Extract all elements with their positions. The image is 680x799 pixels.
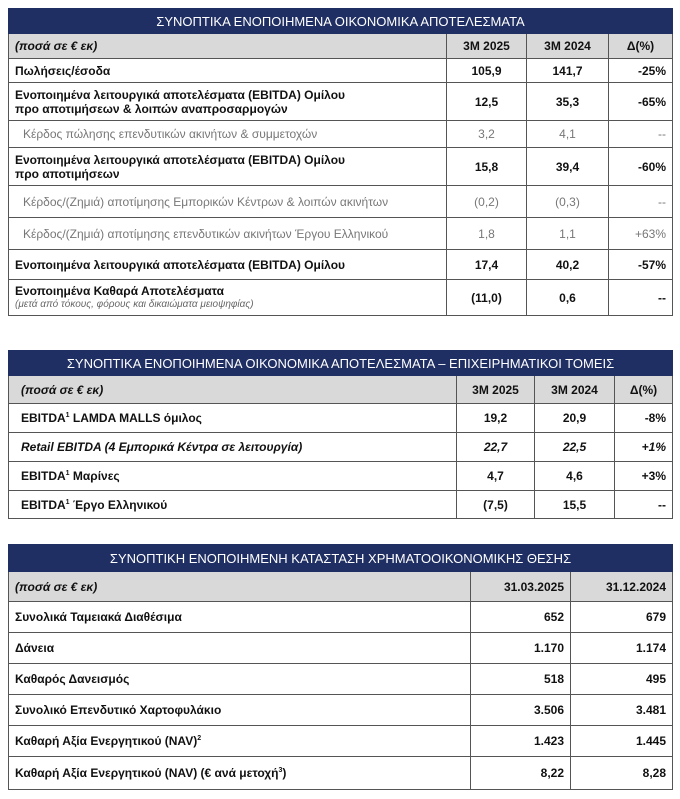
row-value-2024: 22,5 xyxy=(535,433,615,462)
row-delta: -- xyxy=(609,280,673,316)
footnote-ref: 2 xyxy=(197,735,202,742)
table2-title: ΣΥΝΟΠΤΙΚΑ ΕΝΟΠΟΙΗΜΕΝΑ ΟΙΚΟΝΟΜΙΚΑ ΑΠΟΤΕΛΕΣΜΑΤΑ – ΕΠΙΧΕΙΡΗΜΑΤΙΚΟΙ ΤΟΜΕΙΣ xyxy=(9,351,673,376)
table-row xyxy=(9,250,673,280)
table-row xyxy=(9,218,673,250)
table-row xyxy=(9,148,673,186)
table1-header-c3: Δ(%) xyxy=(609,34,673,59)
row-value-2024: 40,2 xyxy=(527,250,609,280)
row-label: Κέρδος/(Ζημιά) αποτίμησης Εμπορικών Κέντρων & λοιπών ακινήτων xyxy=(9,186,447,218)
row-label: Retail EBITDA (4 Εμπορικά Κέντρα σε λειτουργία) xyxy=(9,433,457,462)
row-value-2025: 15,8 xyxy=(447,148,527,186)
row-delta: -- xyxy=(609,186,673,218)
table-row xyxy=(9,59,673,83)
table1-header-c1: 3M 2025 xyxy=(447,34,527,59)
table-row xyxy=(9,602,673,633)
row-value-2024: 8,28 xyxy=(571,757,673,790)
row-label-post: Μαρίνες xyxy=(69,469,120,483)
row-value-2024: 1.174 xyxy=(571,633,673,664)
row-value-2025: 1.423 xyxy=(471,726,571,757)
row-label-line2: προ αποτιμήσεων & λοιπών αναπροσαρμογών xyxy=(15,101,288,116)
row-value-2024: 1.445 xyxy=(571,726,673,757)
row-value-2025: 518 xyxy=(471,664,571,695)
row-value-2024: 4,1 xyxy=(527,121,609,148)
row-label xyxy=(9,491,457,519)
row-label-line1: Ενοποιημένα λειτουργικά αποτελέσματα (EBITDA) Ομίλου xyxy=(15,152,346,167)
row-label: Πωλήσεις/έσοδα xyxy=(9,59,447,83)
table1-header-c2: 3M 2024 xyxy=(527,34,609,59)
row-label xyxy=(9,404,457,433)
row-label-text: Καθαρή Αξία Ενεργητικού (NAV) (€ ανά μετοχή xyxy=(15,766,279,780)
row-label-line1: Ενοποιημένα λειτουργικά αποτελέσματα (EBITDA) Ομίλου xyxy=(15,87,346,102)
footnote-ref: 1 xyxy=(65,498,70,506)
row-label xyxy=(9,148,447,186)
row-label-close: ) xyxy=(282,766,287,780)
row-value-2024: 141,7 xyxy=(527,59,609,83)
row-delta: -- xyxy=(609,121,673,148)
row-value-2024: (0,3) xyxy=(527,186,609,218)
row-value-2024: 20,9 xyxy=(535,404,615,433)
row-value-2024: 3.481 xyxy=(571,695,673,726)
table-row xyxy=(9,757,673,790)
row-value-2025: 4,7 xyxy=(457,462,535,491)
row-value-2025: 12,5 xyxy=(447,83,527,121)
row-delta: -- xyxy=(615,491,673,519)
table-row xyxy=(9,633,673,664)
table-row xyxy=(9,664,673,695)
row-label-post: Έργο Ελληνικού xyxy=(69,497,168,512)
row-label xyxy=(9,726,471,757)
row-label xyxy=(9,757,471,790)
table-business-segments xyxy=(8,350,673,519)
row-value-2025: (11,0) xyxy=(447,280,527,316)
table-row xyxy=(9,462,673,491)
row-value-2025: 17,4 xyxy=(447,250,527,280)
table-row xyxy=(9,433,673,462)
table3-title: ΣΥΝΟΠΤΙΚΗ ΕΝΟΠΟΙΗΜΕΝΗ ΚΑΤΑΣΤΑΣΗ ΧΡΗΜΑΤΟΟΙΚΟΝΟΜΙΚΗΣ ΘΕΣΗΣ xyxy=(9,545,673,572)
row-value-2024: 1,1 xyxy=(527,218,609,250)
table2-header-c1: 3M 2025 xyxy=(457,376,535,404)
row-label-pre: EBITDA xyxy=(21,469,66,483)
table-row xyxy=(9,280,673,316)
row-value-2025: 1,8 xyxy=(447,218,527,250)
table-row xyxy=(9,726,673,757)
table3-header-c1: 31.03.2025 xyxy=(471,572,571,602)
row-value-2024: 495 xyxy=(571,664,673,695)
table1-header-label: (ποσά σε € εκ) xyxy=(9,34,447,59)
row-label: Κέρδος/(Ζημιά) αποτίμησης επενδυτικών ακινήτων Έργου Ελληνικού xyxy=(9,218,447,250)
row-value-2025: 652 xyxy=(471,602,571,633)
row-value-2024: 4,6 xyxy=(535,462,615,491)
table-financial-position xyxy=(8,544,673,790)
footnote-ref: 1 xyxy=(65,412,70,419)
row-label: Συνολικά Ταμειακά Διαθέσιμα xyxy=(9,602,471,633)
row-delta: +63% xyxy=(609,218,673,250)
row-value-2024: 15,5 xyxy=(535,491,615,519)
row-value-2025: 105,9 xyxy=(447,59,527,83)
row-label: Ενοποιημένα λειτουργικά αποτελέσματα (EBITDA) Ομίλου xyxy=(9,250,447,280)
footnote-ref: 3 xyxy=(278,767,283,774)
table-consolidated-results xyxy=(8,8,673,316)
row-delta: -60% xyxy=(609,148,673,186)
row-label-line1: Ενοποιημένα Καθαρά Αποτελέσματα xyxy=(15,283,224,298)
row-label xyxy=(9,83,447,121)
row-value-2025: 3.506 xyxy=(471,695,571,726)
row-delta: -57% xyxy=(609,250,673,280)
row-note: (μετά από τόκους, φόρους και δικαιώματα μειοψηφίας) xyxy=(15,298,254,310)
table-row xyxy=(9,186,673,218)
row-label-pre: EBITDA xyxy=(21,497,66,512)
row-label: Συνολικό Επενδυτικό Χαρτοφυλάκιο xyxy=(9,695,471,726)
table-row xyxy=(9,404,673,433)
table-row xyxy=(9,121,673,148)
row-value-2025: 19,2 xyxy=(457,404,535,433)
row-delta: +3% xyxy=(615,462,673,491)
row-value-2025: 22,7 xyxy=(457,433,535,462)
row-value-2024: 35,3 xyxy=(527,83,609,121)
table-row xyxy=(9,491,673,519)
row-label: Κέρδος πώλησης επενδυτικών ακινήτων & συμμετοχών xyxy=(9,121,447,148)
row-value-2024: 0,6 xyxy=(527,280,609,316)
table1-title: ΣΥΝΟΠΤΙΚΑ ΕΝΟΠΟΙΗΜΕΝΑ ΟΙΚΟΝΟΜΙΚΑ ΑΠΟΤΕΛΕΣΜΑΤΑ xyxy=(9,9,673,34)
row-delta: -25% xyxy=(609,59,673,83)
footnote-ref: 1 xyxy=(65,470,70,477)
row-value-2024: 679 xyxy=(571,602,673,633)
row-value-2025: 8,22 xyxy=(471,757,571,790)
row-label-pre: EBITDA xyxy=(21,411,66,425)
row-value-2025: 1.170 xyxy=(471,633,571,664)
table-row xyxy=(9,83,673,121)
table-row xyxy=(9,695,673,726)
row-delta: -8% xyxy=(615,404,673,433)
row-label: Δάνεια xyxy=(9,633,471,664)
table3-header-c2: 31.12.2024 xyxy=(571,572,673,602)
row-label-post: LAMDA MALLS όμιλος xyxy=(69,411,202,425)
table2-header-c2: 3M 2024 xyxy=(535,376,615,404)
row-value-2024: 39,4 xyxy=(527,148,609,186)
table2-header-label: (ποσά σε € εκ) xyxy=(9,376,457,404)
table2-header-c3: Δ(%) xyxy=(615,376,673,404)
row-label: Καθαρός Δανεισμός xyxy=(9,664,471,695)
row-label-text: Καθαρή Αξία Ενεργητικού (NAV) xyxy=(15,734,198,748)
row-value-2025: 3,2 xyxy=(447,121,527,148)
row-label-line2: προ αποτιμήσεων xyxy=(15,166,120,181)
row-value-2025: (0,2) xyxy=(447,186,527,218)
table3-header-label: (ποσά σε € εκ) xyxy=(9,572,471,602)
row-delta: -65% xyxy=(609,83,673,121)
row-delta: +1% xyxy=(615,433,673,462)
row-label xyxy=(9,280,447,316)
row-label xyxy=(9,462,457,491)
row-value-2025: (7,5) xyxy=(457,491,535,519)
